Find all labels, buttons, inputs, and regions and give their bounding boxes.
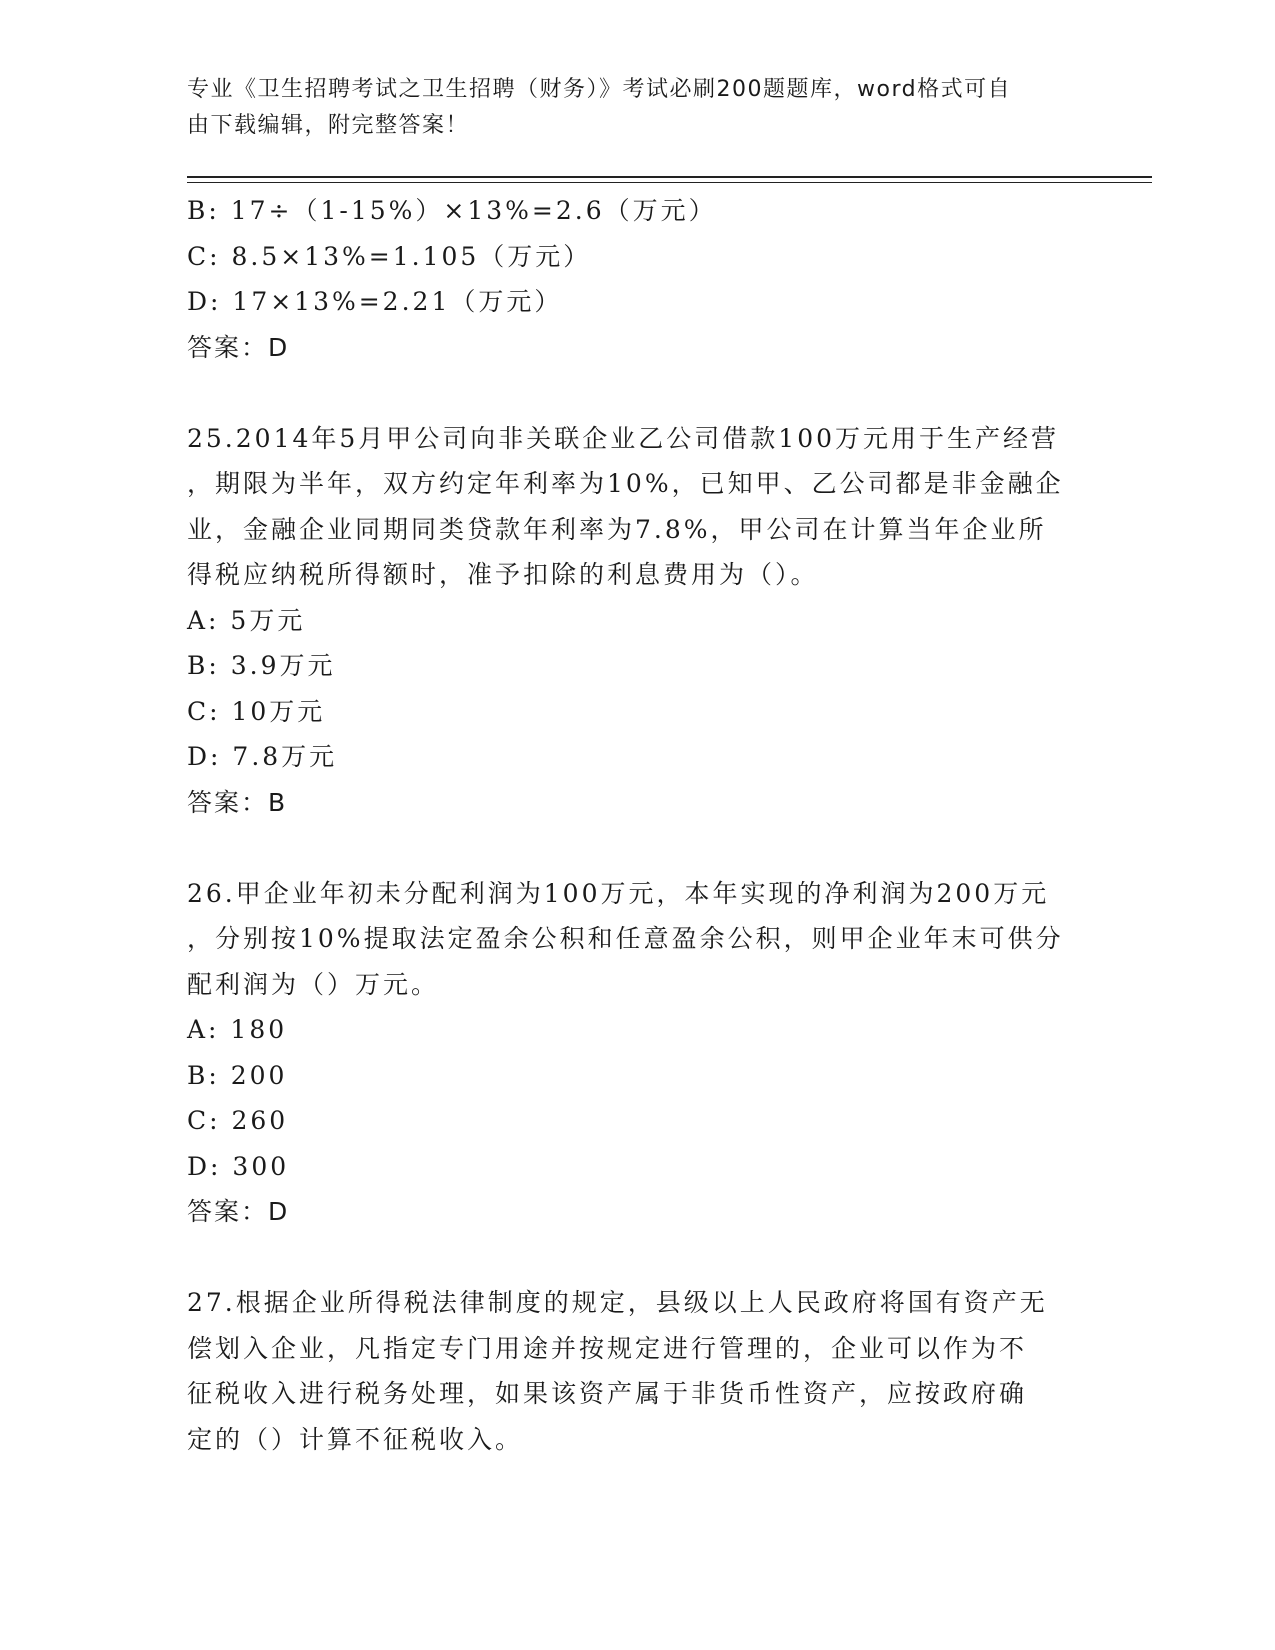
option-b: B: 3.9万元: [187, 651, 336, 680]
question-stem-line: ，期限为半年，双方约定年利率为10%，已知甲、乙公司都是非金融企: [187, 469, 1064, 498]
question-stem-line: ，分别按10%提取法定盈余公积和任意盈余公积，则甲企业年末可供分: [187, 924, 1064, 953]
header-divider-thick: [187, 176, 1152, 178]
answer: 答案：B: [187, 787, 288, 817]
option-b: B: 200: [187, 1060, 288, 1090]
question-25: [187, 416, 1087, 826]
header-divider-thin: [187, 182, 1152, 183]
question-stem-line: 25.2014年5月甲公司向非关联企业乙公司借款100万元用于生产经营: [187, 423, 1060, 453]
question-stem-line: 征税收入进行税务处理，如果该资产属于非货币性资产，应按政府确: [187, 1379, 1028, 1408]
header-line-1: 专业《卫生招聘考试之卫生招聘（财务）》考试必刷200题题库，word格式可自: [187, 77, 1012, 102]
question-stem-line: 27.根据企业所得税法律制度的规定，县级以上人民政府将国有资产无: [187, 1288, 1048, 1317]
option-c: C: 8.5×13%=1.105（万元）: [187, 241, 592, 271]
question-stem-line: 偿划入企业，凡指定专门用途并按规定进行管理的，企业可以作为不: [187, 1333, 1028, 1363]
option-a: A: 180: [187, 1015, 288, 1044]
answer: 答案：D: [187, 1197, 290, 1226]
option-c: C: 10万元: [187, 696, 326, 726]
header-line-2: 由下载编辑，附完整答案！: [187, 113, 470, 138]
question-stem-line: 业，金融企业同期同类贷款年利率为7.8%，甲公司在计算当年企业所: [187, 514, 1047, 544]
document-body: [187, 188, 1087, 1462]
option-d: D: 7.8万元: [187, 742, 338, 771]
page-header: [187, 72, 1067, 144]
spacer: [187, 825, 1087, 871]
option-d: D: 17×13%=2.21（万元）: [187, 287, 563, 316]
option-b: B: 17÷（1-15%）×13%=2.6（万元）: [187, 196, 717, 225]
spacer: [187, 1235, 1087, 1281]
question-stem-line: 得税应纳税所得额时，准予扣除的利息费用为（）。: [187, 560, 819, 589]
question-stem-line: 配利润为（）万元。: [187, 969, 440, 999]
question-stem-line: 26.甲企业年初未分配利润为100万元，本年实现的净利润为200万元: [187, 878, 1050, 908]
answer: 答案：D: [187, 332, 290, 362]
option-d: D: 300: [187, 1151, 290, 1181]
question-27: [187, 1280, 1087, 1462]
option-c: C: 260: [187, 1106, 289, 1135]
question-26: [187, 871, 1087, 1235]
option-a: A: 5万元: [187, 605, 306, 635]
question-stem-line: 定的（）计算不征税收入。: [187, 1424, 524, 1454]
spacer: [187, 370, 1087, 416]
question-24-tail: [187, 188, 1087, 370]
